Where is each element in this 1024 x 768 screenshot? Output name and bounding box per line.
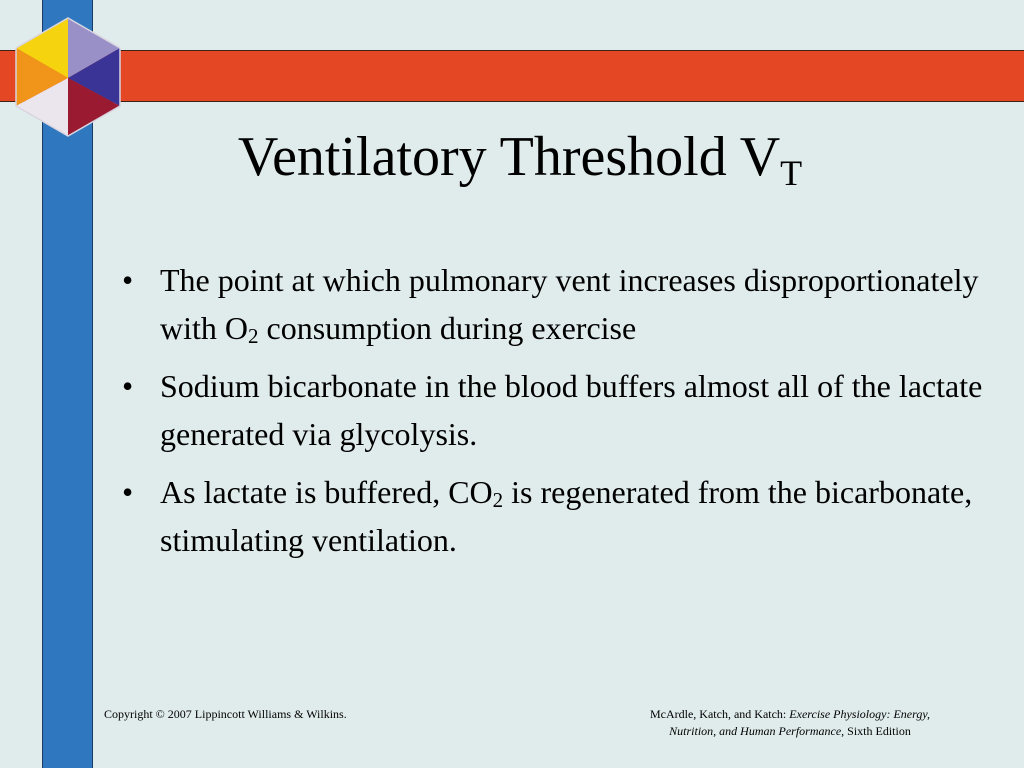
bullet-dot: •: [122, 368, 134, 404]
slide-title: [0, 124, 1024, 193]
citation-authors: McArdle, Katch, and Katch:: [649, 707, 790, 721]
book-citation: [590, 706, 990, 740]
citation-edition: Sixth Edition: [844, 724, 911, 738]
citation-book-title-continued: Nutrition, and Human Performance,: [669, 724, 845, 738]
bullet-dot: •: [122, 474, 134, 510]
bullet-list: [118, 256, 998, 574]
bullet-subscript: 2: [248, 324, 259, 348]
bullet-item: [118, 256, 998, 352]
cube-logo-icon: [14, 16, 122, 138]
bullet-item: [118, 468, 998, 564]
bullet-text: The point at which pulmonary vent increases disproportionately with O: [160, 262, 979, 346]
slide-title-subscript: T: [780, 153, 803, 193]
slide-title-main: Ventilatory Threshold V: [237, 126, 781, 188]
copyright-notice: Copyright © 2007 Lippincott Williams & Wilkins.: [104, 707, 347, 721]
bullet-text-continued: is regenerated from the bicarbonate, stimulating ventilation.: [160, 474, 973, 558]
citation-book-title: Exercise Physiology: Energy,: [789, 707, 931, 721]
bullet-text: Sodium bicarbonate in the blood buffers almost all of the lactate generated via glycolysis.: [160, 368, 983, 452]
bullet-text: As lactate is buffered, CO: [160, 474, 493, 510]
red-horizontal-bar: [0, 50, 1024, 102]
bullet-item: [118, 362, 998, 458]
bullet-dot: •: [122, 262, 134, 298]
bullet-text-continued: consumption during exercise: [258, 310, 637, 346]
bullet-subscript: 2: [492, 488, 504, 512]
